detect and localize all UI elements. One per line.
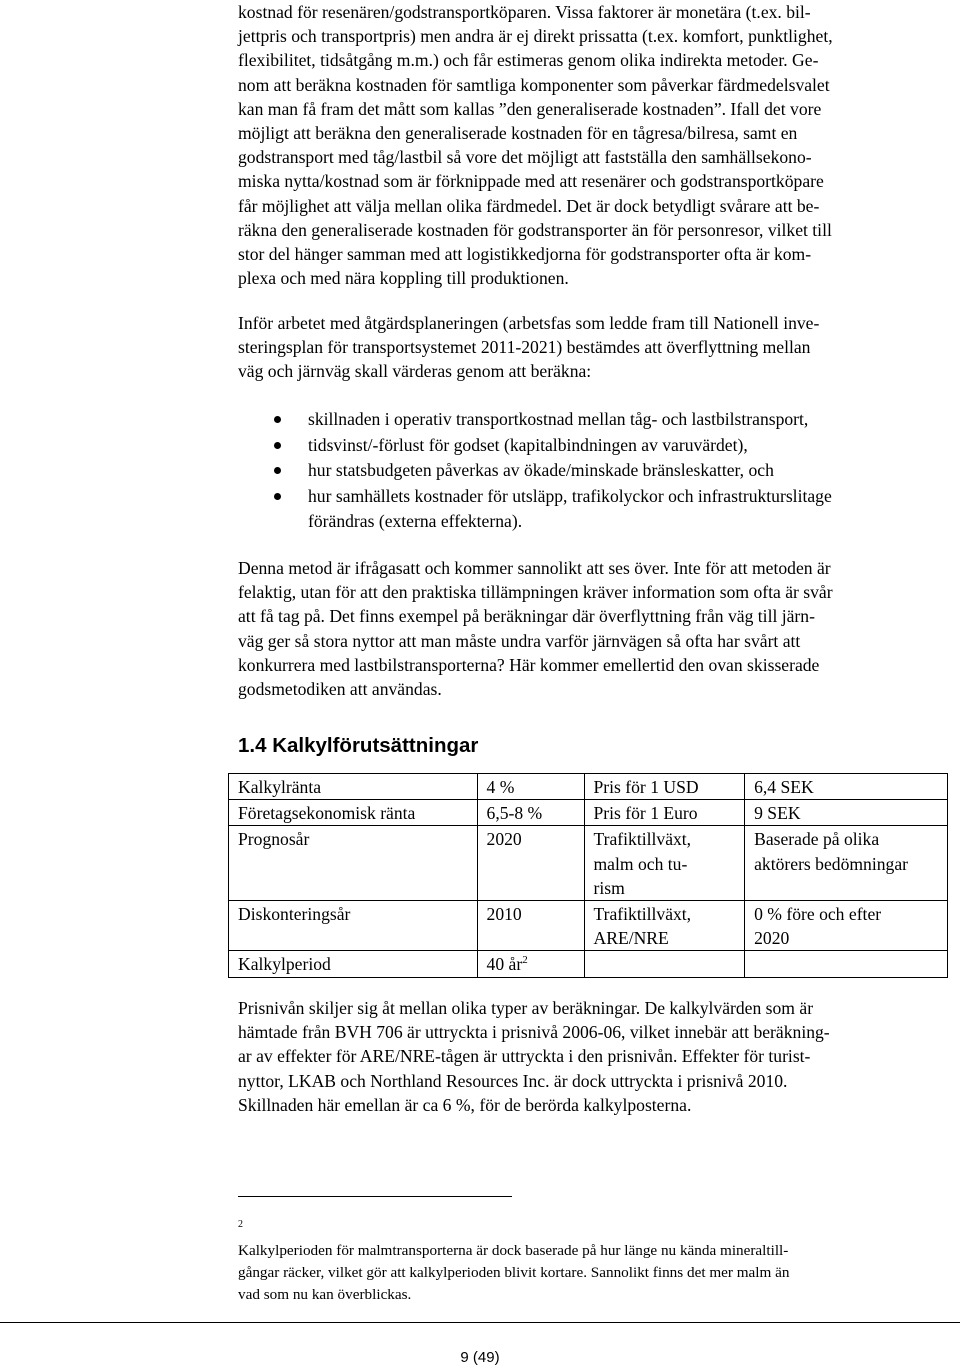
table-cell: 2010 [477, 901, 584, 951]
text-line: väg ger så stora nyttor att man måste undra varför järnvägen så ofta har svårt att [238, 630, 801, 651]
table-row [229, 951, 948, 977]
text-line: Kalkylperioden för malmtransporterna är dock baserade på hur länge nu kända mineraltill- [238, 1242, 789, 1259]
text-line: tidsvinst/-förlust för godset (kapitalbindningen av varuvärdet), [308, 434, 748, 455]
text-line: konkurrera med lastbilstransporterna? Här kommer emellertid den ovan skisserade [238, 654, 820, 675]
text-line: steringsplan för transportsystemet 2011-2021) bestämdes att överflyttning mellan [238, 337, 811, 358]
text-line: stor del hänger samman med att logistikkedjorna för godstransporter ofta är kom- [238, 244, 812, 265]
cell-text: 40 år [486, 954, 523, 975]
table-row [229, 774, 948, 800]
table-cell: Kalkylperiod [229, 951, 478, 977]
text-line: möjligt att beräkna den generaliserade kostnaden för en tågresa/bilresa, samt en [238, 123, 798, 144]
text-line: aktörers bedömningar [754, 853, 909, 874]
text-line: skillnaden i operativ transportkostnad mellan tåg- och lastbilstransport, [308, 409, 809, 429]
text-line: miska nytta/kostnad som är förknippade med att resenärer och godstransportköpare [238, 171, 824, 192]
text-line: Inför arbetet med åtgärdsplaneringen (arbetsfas som ledde fram till Nationell inve- [238, 313, 820, 333]
text-line: hur statsbudgeten påverkas av ökade/minskade bränsleskatter, och [308, 460, 774, 480]
table-cell [477, 951, 584, 977]
table-cell [584, 774, 745, 800]
bullet-icon [274, 442, 281, 449]
text-line: kostnad för resenären/godstransportköparen. Vissa faktorer är monetära (t.ex. bil- [238, 2, 811, 22]
text-line: jettpris och transportpris) men andra är ej direkt prissatta (t.ex. komfort, punktlighet, [238, 26, 833, 47]
bullet-icon [274, 493, 281, 500]
text-line: 0 % före och efter [754, 904, 882, 925]
text-line: plexa och med nära koppling till produktionen. [238, 268, 569, 289]
text-line: kan man få fram det mått som kallas ”den generaliserade kostnaden”. Ifall det vore [238, 98, 822, 119]
footnote [238, 1218, 958, 1306]
table-cell [745, 951, 948, 977]
paragraph-price-levels [238, 996, 958, 1117]
text-line: räkna den generaliserade kostnaden för godstransporter än för personresor, vilket till [238, 219, 832, 240]
table-cell [584, 800, 745, 826]
table-cell: Kalkylränta [229, 774, 478, 800]
calculation-bullet-list [238, 407, 958, 535]
text-line: godstransport med tåg/lastbil så vore det möjligt att fastställa den samhällsekono- [238, 147, 812, 168]
bullet-item [238, 458, 958, 484]
paragraph-method-critique [238, 556, 958, 701]
bullet-icon [274, 416, 281, 423]
text-line: felaktig, utan för att den praktiska tillämpningen kräver information som ofta är svår [238, 582, 833, 603]
table-cell: Diskonteringsår [229, 901, 478, 951]
table-row [229, 901, 948, 951]
text-line: 6,4 SEK [754, 777, 814, 797]
footnote-reference: 2 [522, 954, 528, 967]
table-row [229, 826, 948, 901]
text-line: ARE/NRE [593, 928, 669, 949]
text-line: malm och tu- [593, 853, 688, 874]
bullet-item [238, 484, 958, 535]
text-line: rism [593, 877, 625, 898]
table-cell [584, 826, 745, 901]
text-line: vad som nu kan överblickas. [238, 1286, 412, 1303]
paragraph-planning-intro [238, 311, 958, 384]
table-cell: Företagsekonomisk ränta [229, 800, 478, 826]
text-line: väg och järnväg skall värderas genom att beräkna: [238, 361, 592, 382]
table-cell [584, 951, 745, 977]
bullet-item [238, 407, 958, 433]
table-cell [745, 826, 948, 901]
footnote-text [238, 1240, 958, 1306]
text-line: godsmetodiken att användas. [238, 679, 442, 700]
text-line: 2020 [754, 928, 790, 949]
text-line: hur samhällets kostnader för utsläpp, trafikolyckor och infrastrukturslitage [308, 485, 832, 506]
table-cell: Prognosår [229, 826, 478, 901]
text-line: Skillnaden här emellan är ca 6 %, för de berörda kalkylposterna. [238, 1094, 692, 1115]
text-line: Trafiktillväxt, [593, 829, 692, 850]
footnote-separator [238, 1196, 512, 1197]
section-heading: 1.4 Kalkylförutsättningar [238, 734, 479, 757]
table-cell: 4 % [477, 774, 584, 800]
text-line: Pris för 1 Euro [593, 803, 698, 824]
text-line: får möjlighet att välja mellan olika färdmedel. Det är dock betydligt svårare att be- [238, 195, 820, 216]
table-cell [584, 901, 745, 951]
text-line: att få tag på. Det finns exempel på beräkningar där överflyttning från väg till järn- [238, 606, 815, 627]
table-row [229, 800, 948, 826]
calculation-assumptions-table [228, 773, 948, 978]
text-line: nyttor, LKAB och Northland Resources Inc. är dock uttryckta i prisnivå 2010. [238, 1070, 788, 1091]
text-line: förändras (externa effekterna). [308, 511, 523, 531]
table-cell: 2020 [477, 826, 584, 901]
footer-rule [0, 1322, 960, 1323]
page-number: 9 (49) [460, 1349, 500, 1366]
text-line: hämtade från BVH 706 är uttryckta i prisnivå 2006-06, vilket innebär att beräkning- [238, 1022, 830, 1043]
footnote-number: 2 [238, 1219, 243, 1230]
text-line: ar av effekter för ARE/NRE-tågen är uttryckta i den prisnivån. Effekter för turist- [238, 1046, 811, 1067]
text-line: nom att beräkna kostnaden för samtliga komponenter som påverkar färdmedelsvalet [238, 74, 830, 95]
text-line: Trafiktillväxt, [593, 904, 692, 925]
text-line: Prisnivån skiljer sig åt mellan olika typer av beräkningar. De kalkylvärden som är [238, 998, 814, 1018]
text-line: flexibilitet, tidsåtgång m.m.) och får estimeras genom olika indirekta metoder. Ge- [238, 50, 819, 71]
table-cell [745, 901, 948, 951]
text-line: Denna metod är ifrågasatt och kommer sannolikt att ses över. Inte för att metoden är [238, 558, 831, 578]
table-cell [745, 774, 948, 800]
table-cell: 6,5-8 % [477, 800, 584, 826]
table-cell [745, 800, 948, 826]
text-line: gångar räcker, vilket gör att kalkylperioden blivit kortare. Sannolikt finns det mer malm än [238, 1264, 790, 1281]
paragraph-generalized-cost [238, 0, 958, 290]
text-line: 9 SEK [754, 803, 801, 824]
text-line: Pris för 1 USD [593, 777, 699, 797]
bullet-item [238, 433, 958, 459]
bullet-icon [274, 467, 281, 474]
text-line: Baserade på olika [754, 829, 880, 850]
